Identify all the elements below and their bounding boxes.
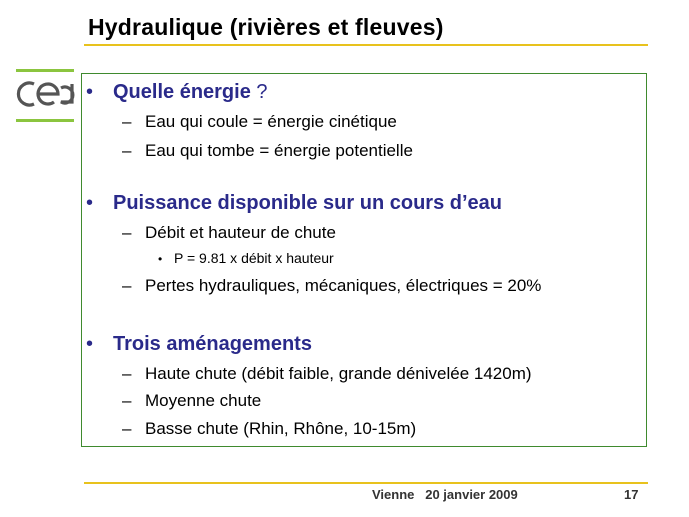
list-item: Basse chute (Rhin, Rhône, 10-15m) bbox=[145, 419, 417, 438]
cea-logo bbox=[14, 66, 76, 128]
footer-divider bbox=[84, 482, 648, 484]
bullet-marker: • bbox=[86, 333, 94, 355]
title-divider bbox=[84, 44, 648, 46]
footer-date: 20 janvier 2009 bbox=[425, 487, 518, 502]
list-item: Haute chute (débit faible, grande dénivelée 1420m) bbox=[145, 364, 532, 383]
page-number: 17 bbox=[624, 487, 639, 502]
list-item: Eau qui tombe = énergie potentielle bbox=[145, 141, 413, 160]
section-heading-puissance: Puissance disponible sur un cours d’eau bbox=[113, 192, 502, 214]
footer-info bbox=[372, 487, 518, 502]
list-item: Moyenne chute bbox=[145, 391, 262, 410]
list-item: Eau qui coule = énergie cinétique bbox=[145, 112, 397, 131]
cea-logo-icon bbox=[14, 66, 76, 128]
footer-location: Vienne bbox=[372, 487, 415, 502]
slide-title: Hydraulique (rivières et fleuves) bbox=[88, 14, 444, 40]
dash-marker: – bbox=[122, 391, 132, 410]
bullet-marker: • bbox=[86, 81, 94, 103]
dash-marker: – bbox=[122, 364, 132, 383]
list-item: Débit et hauteur de chute bbox=[145, 223, 336, 242]
list-item: Pertes hydrauliques, mécaniques, électriques = 20% bbox=[145, 276, 542, 295]
section-heading-energie: Quelle énergie ? bbox=[113, 81, 268, 103]
dash-marker: – bbox=[122, 223, 132, 242]
dash-marker: – bbox=[122, 141, 132, 160]
dash-marker: – bbox=[122, 112, 132, 131]
sub-bullet-marker: • bbox=[158, 252, 163, 266]
bullet-marker: • bbox=[86, 192, 94, 214]
dash-marker: – bbox=[122, 419, 132, 438]
dash-marker: – bbox=[122, 276, 132, 295]
formula-item: P = 9.81 x débit x hauteur bbox=[174, 250, 334, 266]
section-heading-amenagements: Trois aménagements bbox=[113, 333, 312, 355]
